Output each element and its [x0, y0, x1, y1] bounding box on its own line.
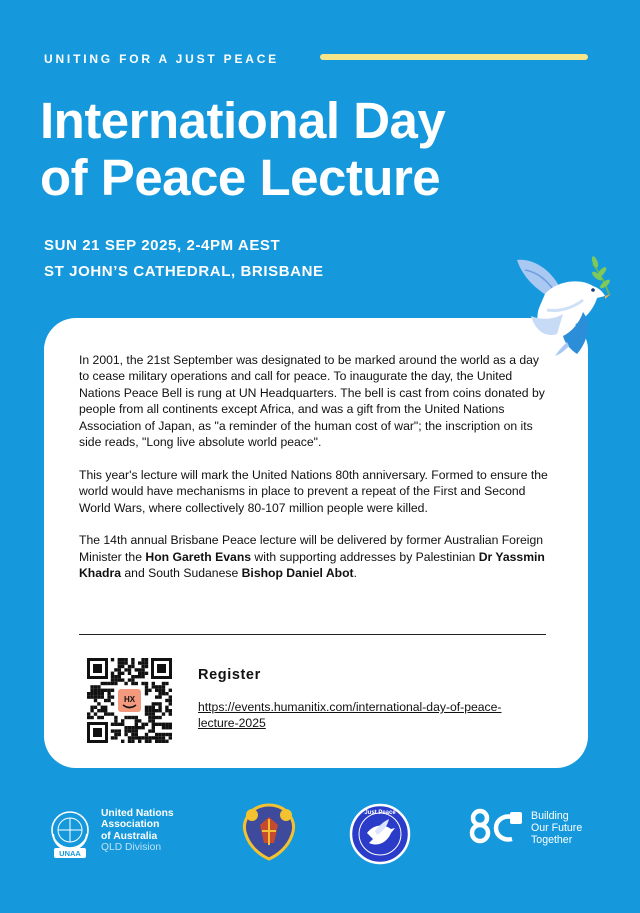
qr-module	[138, 672, 141, 675]
qr-module	[145, 689, 148, 692]
qr-module	[128, 672, 131, 675]
qr-module	[135, 736, 138, 739]
building-our-future-name: Building Our Future Together	[531, 810, 583, 846]
qr-module	[141, 658, 144, 661]
qr-module	[118, 678, 121, 681]
qr-module	[162, 736, 165, 739]
qr-module	[152, 716, 155, 719]
paragraph-history: In 2001, the 21st September was designated to be marked around the world as a day to cease military operations and call for peace. To inaugurate the day, the United Nations Peace Bell is rung at UN Headquarters. The bell is cast from coins donated by people from all continents except Africa, and was a gift from the United Nations Association of Japan, as "a reminder of the human cost of war"; the inscription on its side reads, "Long live absolute world peace".	[79, 353, 545, 450]
qr-module	[87, 695, 90, 698]
qr-module	[152, 736, 155, 739]
qr-module	[121, 658, 124, 661]
qr-module	[145, 665, 148, 668]
speaker-yassmin-khadra: Dr Yassmin Khadra	[79, 549, 545, 581]
qr-module	[90, 716, 93, 719]
event-date: SUN 21 SEP 2025, 2-4PM AEST	[44, 237, 281, 254]
qr-module	[87, 692, 90, 695]
qr-module	[152, 729, 155, 732]
qr-module	[118, 665, 121, 668]
qr-module	[145, 661, 148, 664]
qr-module	[124, 668, 127, 671]
qr-module	[162, 723, 165, 726]
qr-module	[169, 709, 172, 712]
qr-module	[158, 716, 161, 719]
qr-module	[131, 682, 134, 685]
qr-module	[94, 706, 97, 709]
qr-module	[128, 665, 131, 668]
qr-module	[148, 729, 151, 732]
qr-module	[162, 685, 165, 688]
qr-module	[104, 709, 107, 712]
qr-module	[111, 695, 114, 698]
qr-module	[158, 709, 161, 712]
qr-module	[128, 740, 131, 743]
qr-module	[155, 709, 158, 712]
just-peace-logo-icon	[349, 803, 411, 865]
qr-module	[169, 736, 172, 739]
qr-module	[118, 729, 121, 732]
qr-module	[158, 740, 161, 743]
qr-module	[131, 658, 134, 661]
qr-module	[131, 675, 134, 678]
divider	[79, 634, 546, 635]
register-link[interactable]: https://events.humanitix.com/international-day-of-peace-lecture-2025	[198, 700, 502, 730]
qr-module	[124, 658, 127, 661]
qr-module	[128, 726, 131, 729]
building-our-future-logo-icon	[468, 806, 526, 846]
qr-module	[158, 702, 161, 705]
page-title	[40, 92, 600, 206]
qr-module	[138, 740, 141, 743]
qr-module	[90, 709, 93, 712]
qr-module	[158, 723, 161, 726]
qr-module	[155, 740, 158, 743]
qr-module	[114, 719, 117, 722]
qr-module	[107, 695, 110, 698]
qr-module	[128, 716, 131, 719]
qr-module	[121, 672, 124, 675]
qr-module	[94, 699, 97, 702]
qr-module	[141, 661, 144, 664]
qr-module	[165, 682, 168, 685]
qr-module	[135, 719, 138, 722]
qr-module	[124, 733, 127, 736]
qr-module	[162, 712, 165, 715]
qr-module	[165, 699, 168, 702]
qr-module	[131, 740, 134, 743]
qr-module	[131, 726, 134, 729]
paragraph-anniversary: This year's lecture will mark the United Nations 80th anniversary. Formed to ensure the world would have mechanisms in place to prevent a repeat of the First and Second World Wars, where collectively 80-107 million people were killed.	[79, 467, 548, 515]
qr-module	[158, 733, 161, 736]
qr-module	[87, 716, 90, 719]
qr-module	[169, 699, 172, 702]
qr-module	[118, 723, 121, 726]
qr-module	[118, 675, 121, 678]
qr-module	[111, 682, 114, 685]
qr-module	[158, 689, 161, 692]
qr-module	[152, 712, 155, 715]
qr-module	[158, 736, 161, 739]
qr-module	[90, 706, 93, 709]
event-details	[44, 233, 324, 285]
qr-module	[114, 736, 117, 739]
qr-module	[145, 712, 148, 715]
qr-module	[141, 723, 144, 726]
qr-module	[118, 661, 121, 664]
qr-module	[128, 668, 131, 671]
qr-module	[111, 736, 114, 739]
qr-module	[104, 699, 107, 702]
qr-module	[97, 716, 100, 719]
qr-module	[145, 672, 148, 675]
qr-module	[141, 682, 144, 685]
qr-module	[169, 689, 172, 692]
qr-module	[131, 661, 134, 664]
qr-module	[165, 723, 168, 726]
qr-module	[145, 736, 148, 739]
qr-module	[101, 709, 104, 712]
qr-module	[155, 716, 158, 719]
qr-module	[169, 695, 172, 698]
qr-module	[104, 706, 107, 709]
qr-module	[121, 719, 124, 722]
qr-module	[124, 682, 127, 685]
qr-module	[158, 706, 161, 709]
qr-module	[155, 723, 158, 726]
qr-module	[114, 682, 117, 685]
qr-module	[101, 692, 104, 695]
qr-module	[162, 689, 165, 692]
qr-module	[165, 740, 168, 743]
tagline-accent-bar	[320, 54, 588, 60]
qr-module	[145, 706, 148, 709]
qr-module	[118, 733, 121, 736]
qr-module	[114, 675, 117, 678]
qr-module	[131, 716, 134, 719]
qr-module	[107, 699, 110, 702]
qr-module	[121, 740, 124, 743]
qr-module	[169, 726, 172, 729]
qr-module	[138, 736, 141, 739]
qr-module	[90, 692, 93, 695]
qr-module	[107, 689, 110, 692]
qr-module	[155, 689, 158, 692]
qr-module	[114, 733, 117, 736]
qr-module	[158, 695, 161, 698]
qr-module	[131, 733, 134, 736]
tagline: UNITING FOR A JUST PEACE	[44, 52, 279, 66]
qr-module	[148, 736, 151, 739]
qr-module	[138, 668, 141, 671]
qr-module	[111, 689, 114, 692]
just-peace-mark: Just Peace	[364, 810, 396, 816]
qr-module	[111, 675, 114, 678]
qr-module	[97, 685, 100, 688]
qr-module	[158, 685, 161, 688]
unaa-mark: UNAA	[59, 849, 81, 858]
speaker-daniel-abot: Bishop Daniel Abot	[241, 566, 354, 581]
speaker-gareth-evans: Hon Gareth Evans	[145, 549, 252, 564]
qr-module	[111, 702, 114, 705]
qr-module	[128, 729, 131, 732]
qr-module	[138, 726, 141, 729]
qr-module	[169, 712, 172, 715]
qr-module	[104, 712, 107, 715]
title-line-1: International Day	[40, 92, 446, 149]
qr-module	[124, 726, 127, 729]
qr-module	[145, 733, 148, 736]
qr-module	[169, 702, 172, 705]
qr-module	[165, 692, 168, 695]
church-crest-icon	[240, 803, 298, 861]
qr-module	[114, 716, 117, 719]
qr-module	[162, 682, 165, 685]
qr-module	[148, 712, 151, 715]
qr-module	[111, 729, 114, 732]
qr-module	[135, 733, 138, 736]
qr-module	[135, 726, 138, 729]
qr-module	[90, 695, 93, 698]
qr-module	[165, 733, 168, 736]
paragraph-speakers: The 14th annual Brisbane Peace lecture will be delivered by former Australian Foreign Minister the Hon Gareth Evans with supporting addresses by Palestinian Dr Yassmin Khadra and South Sudanese Bishop Daniel Abot.	[79, 533, 545, 581]
qr-module	[97, 689, 100, 692]
qr-module	[148, 716, 151, 719]
qr-module	[155, 733, 158, 736]
qr-module	[94, 689, 97, 692]
qr-module	[141, 675, 144, 678]
qr-module	[141, 668, 144, 671]
qr-module	[155, 695, 158, 698]
qr-module	[148, 706, 151, 709]
qr-module	[124, 661, 127, 664]
qr-module	[118, 668, 121, 671]
qr-module	[111, 712, 114, 715]
qr-module	[101, 689, 104, 692]
qr-module	[145, 692, 148, 695]
qr-module	[138, 661, 141, 664]
dove-icon	[505, 250, 620, 365]
qr-module	[107, 712, 110, 715]
event-venue: ST JOHN’S CATHEDRAL, BRISBANE	[44, 263, 324, 280]
qr-module	[94, 712, 97, 715]
qr-module	[121, 678, 124, 681]
qr-module	[138, 719, 141, 722]
qr-module	[162, 692, 165, 695]
qr-module	[145, 709, 148, 712]
qr-module	[97, 695, 100, 698]
qr-module	[101, 695, 104, 698]
qr-module	[94, 692, 97, 695]
qr-module	[128, 736, 131, 739]
qr-module	[155, 736, 158, 739]
card-body	[79, 352, 549, 598]
qr-module	[121, 661, 124, 664]
qr-module	[107, 692, 110, 695]
qr-module	[155, 685, 158, 688]
qr-module	[148, 709, 151, 712]
qr-module	[148, 719, 151, 722]
qr-module	[128, 678, 131, 681]
qr-module	[141, 726, 144, 729]
qr-module	[155, 702, 158, 705]
qr-module	[131, 665, 134, 668]
qr-module	[135, 682, 138, 685]
qr-module	[145, 685, 148, 688]
qr-module	[135, 675, 138, 678]
qr-module	[118, 672, 121, 675]
qr-module	[165, 726, 168, 729]
qr-module	[124, 729, 127, 732]
qr-module	[148, 689, 151, 692]
qr-module	[111, 672, 114, 675]
qr-module	[162, 726, 165, 729]
qr-module	[121, 723, 124, 726]
qr-module	[94, 695, 97, 698]
qr-module	[152, 702, 155, 705]
qr-module	[145, 658, 148, 661]
qr-module	[101, 706, 104, 709]
qr-module	[131, 678, 134, 681]
unaa-name: United Nations Association of Australia QLD Division	[101, 808, 174, 853]
qr-module	[152, 723, 155, 726]
qr-module	[145, 740, 148, 743]
register-heading: Register	[198, 667, 261, 683]
qr-module	[169, 733, 172, 736]
qr-module	[135, 668, 138, 671]
unaa-logo-icon	[44, 806, 96, 858]
qr-module	[111, 658, 114, 661]
qr-module	[97, 709, 100, 712]
qr-module	[114, 729, 117, 732]
qr-module	[135, 716, 138, 719]
qr-module	[135, 729, 138, 732]
qr-module	[135, 723, 138, 726]
qr-code[interactable]	[87, 658, 172, 743]
qr-module	[152, 709, 155, 712]
qr-module	[152, 682, 155, 685]
qr-module	[152, 726, 155, 729]
qr-badge-label: HX	[123, 695, 136, 704]
qr-module	[131, 736, 134, 739]
qr-module	[131, 729, 134, 732]
title-line-2: of Peace Lecture	[40, 149, 441, 206]
qr-module	[158, 692, 161, 695]
qr-module	[111, 678, 114, 681]
qr-module	[101, 716, 104, 719]
qr-module	[121, 665, 124, 668]
qr-module	[152, 719, 155, 722]
qr-module	[114, 678, 117, 681]
qr-module	[104, 689, 107, 692]
info-card	[44, 318, 588, 768]
qr-module	[152, 706, 155, 709]
qr-module	[104, 682, 107, 685]
qr-module	[162, 740, 165, 743]
qr-module	[90, 685, 93, 688]
qr-module	[97, 702, 100, 705]
qr-module	[97, 692, 100, 695]
qr-module	[124, 716, 127, 719]
qr-module	[101, 682, 104, 685]
qr-module	[165, 709, 168, 712]
qr-module	[169, 723, 172, 726]
qr-module	[138, 675, 141, 678]
qr-module	[90, 689, 93, 692]
qr-module	[114, 723, 117, 726]
qr-module	[141, 665, 144, 668]
qr-module	[141, 672, 144, 675]
qr-module	[145, 682, 148, 685]
qr-module	[118, 658, 121, 661]
qr-module	[145, 723, 148, 726]
qr-module	[94, 685, 97, 688]
qr-module	[162, 733, 165, 736]
qr-module	[114, 668, 117, 671]
qr-module	[148, 740, 151, 743]
qr-module	[111, 723, 114, 726]
qr-module	[141, 736, 144, 739]
qr-module	[107, 682, 110, 685]
qr-module	[87, 712, 90, 715]
qr-module	[152, 685, 155, 688]
qr-module	[165, 706, 168, 709]
